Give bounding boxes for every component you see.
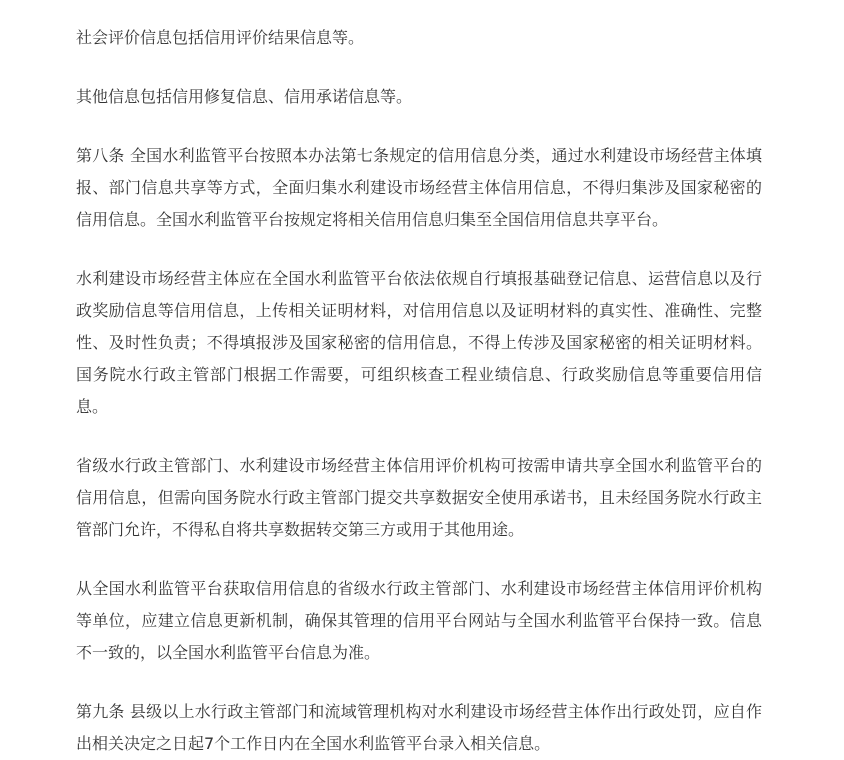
paragraph-article-9: 第九条 县级以上水行政主管部门和流域管理机构对水利建设市场经营主体作出行政处罚，应自作出相关决定之日起7个工作日内在全国水利监管平台录入相关信息。 [76, 702, 762, 753]
paragraph-provincial-sharing: 省级水行政主管部门、水利建设市场经营主体信用评价机构可按需申请共享全国水利监管平台的信用信息，但需向国务院水行政主管部门提交共享数据安全使用承诺书，且未经国务院水行政主管部门允许，不得私自将共享数据转交第三方或用于其他用途。 [76, 456, 762, 539]
article-body [76, 22, 762, 760]
paragraph-entity-reporting: 水利建设市场经营主体应在全国水利监管平台依法依规自行填报基础登记信息、运营信息以及行政奖励信息等信用信息，上传相关证明材料，对信用信息以及证明材料的真实性、准确性、完整性、及时性负责；不得填报涉及国家秘密的信用信息，不得上传涉及国家秘密的相关证明材料。国务院水行政主管部门根据工作需要，可组织核查工程业绩信息、行政奖励信息等重要信用信息。 [76, 269, 762, 416]
paragraph-other-info: 其他信息包括信用修复信息、信用承诺信息等。 [76, 87, 413, 106]
paragraph-social-evaluation: 社会评价信息包括信用评价结果信息等。 [76, 28, 365, 47]
paragraph-article-8: 第八条 全国水利监管平台按照本办法第七条规定的信用信息分类，通过水利建设市场经营主体填报、部门信息共享等方式，全面归集水利建设市场经营主体信用信息，不得归集涉及国家秘密的信用信息。全国水利监管平台按规定将相关信用信息归集至全国信用信息共享平台。 [76, 146, 762, 229]
paragraph-update-mechanism: 从全国水利监管平台获取信用信息的省级水行政主管部门、水利建设市场经营主体信用评价机构等单位，应建立信息更新机制，确保其管理的信用平台网站与全国水利监管平台保持一致。信息不一致的，以全国水利监管平台信息为准。 [76, 579, 762, 662]
